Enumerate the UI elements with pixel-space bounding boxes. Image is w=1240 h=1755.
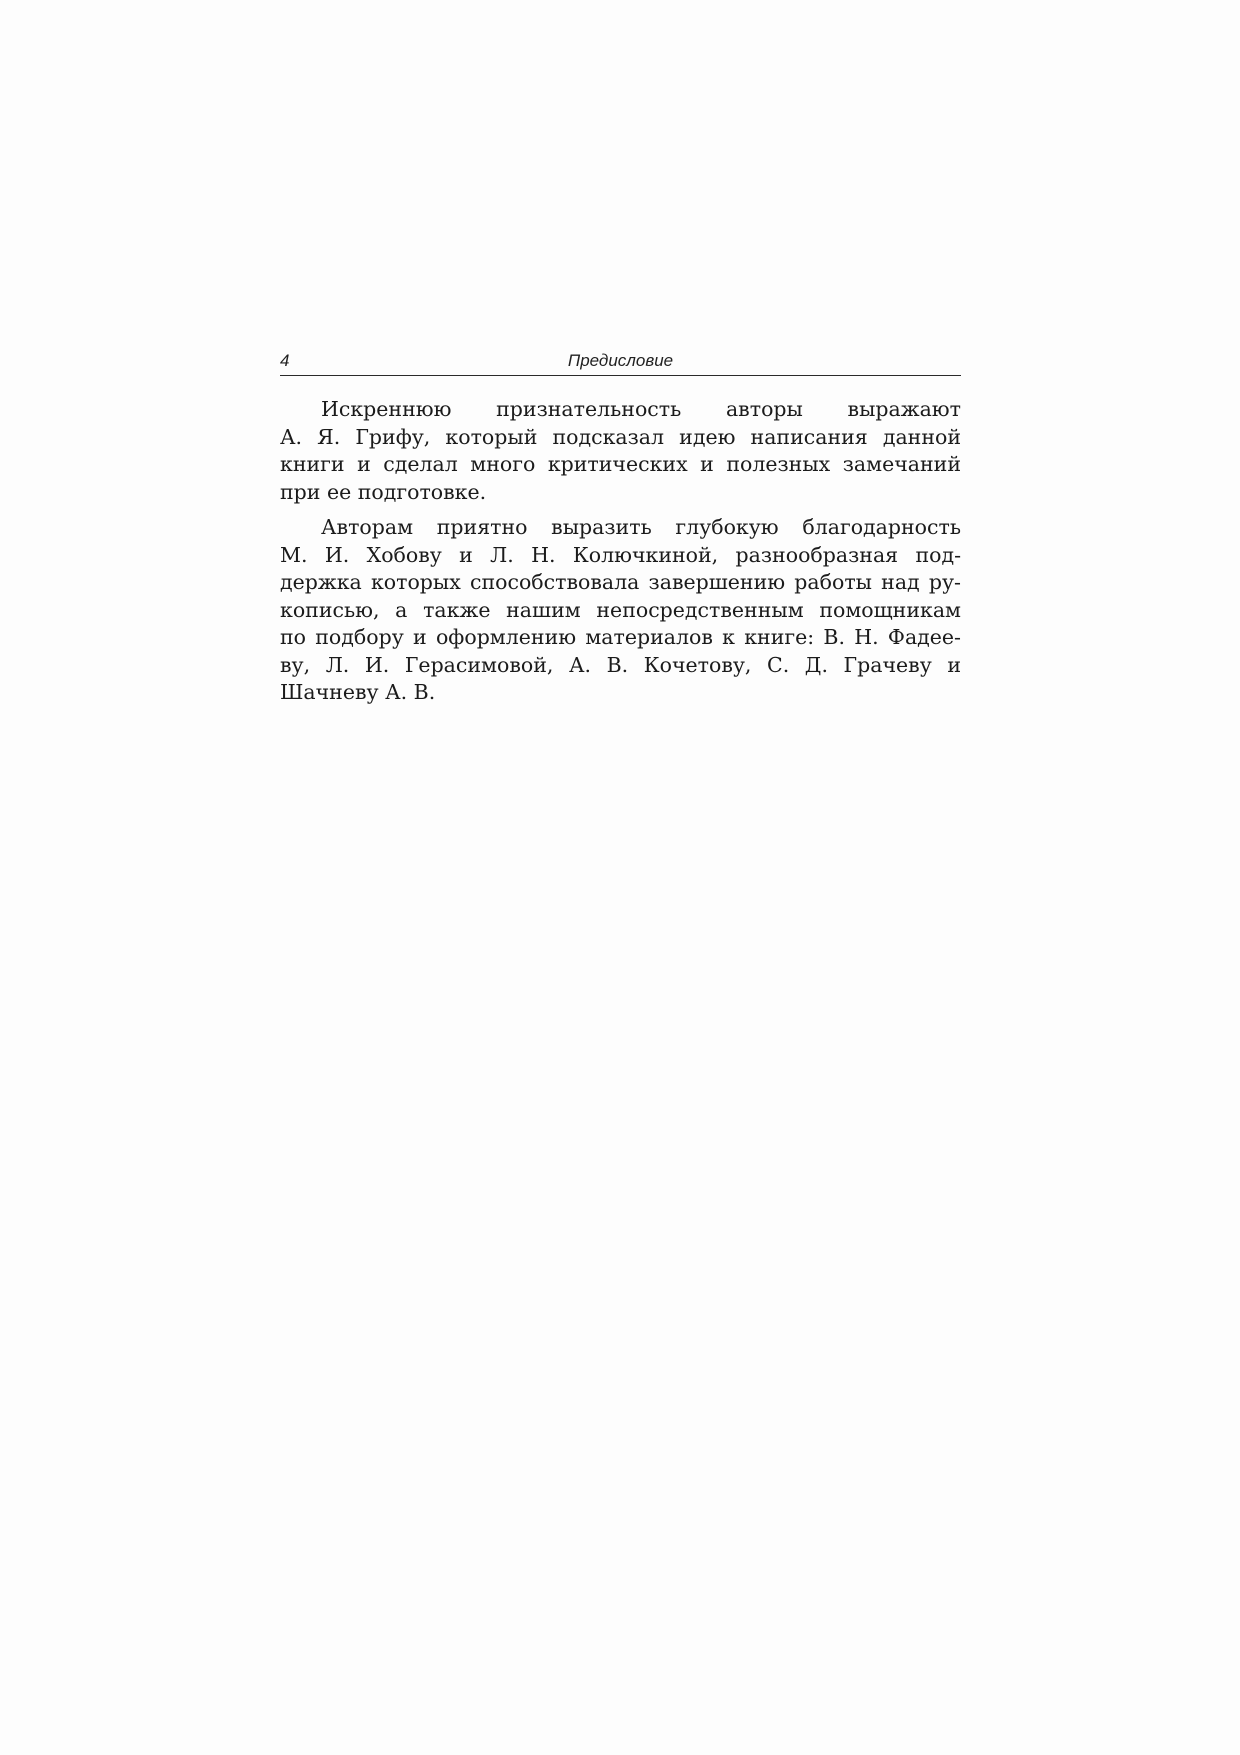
paragraph-acknowledgement-helpers [280,514,961,707]
text-line: книги и сделал много критических и полезных замечаний [280,452,961,476]
text-line: М. И. Хобову и Л. Н. Колючкиной, разнообразная под- [280,542,961,567]
paragraph-acknowledgement-grif [280,396,961,506]
text-line: А. Я. Грифу, который подсказал идею написания данной [280,424,961,449]
running-header [280,349,961,376]
page-number: 4 [280,351,290,370]
text-line: ву, Л. И. Герасимовой, А. В. Кочетову, С. Д. Грачеву и [280,652,961,677]
text-line: кописью, а также нашим непосредственным помощникам [280,597,961,622]
section-title: Предисловие [567,351,674,370]
text-line: Шачневу А. В. [280,680,436,704]
text-line: Авторам приятно выразить глубокую благодарность [321,515,961,539]
preface-text [280,396,961,715]
text-line: держка которых способствовала завершению работы над ру- [280,570,961,594]
text-line: Искреннюю признательность авторы выражают [321,397,961,421]
text-line: при ее подготовке. [280,479,487,504]
text-line: по подбору и оформлению материалов к книге: В. Н. Фадее- [280,625,961,649]
